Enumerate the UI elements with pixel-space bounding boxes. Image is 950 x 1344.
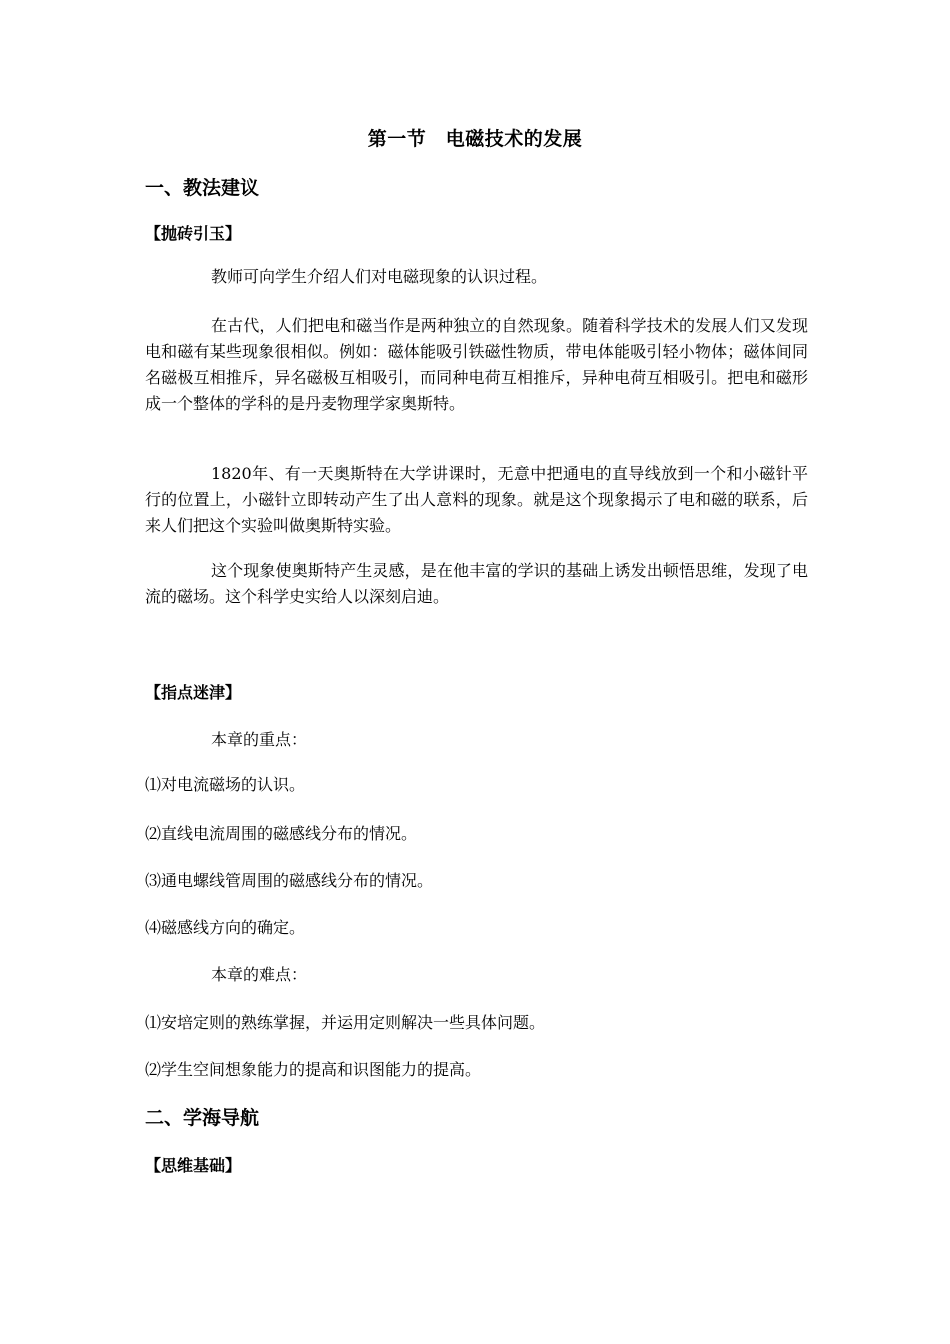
key-point-item: ⑴对电流磁场的认识。 — [145, 775, 306, 794]
difficulty-item: ⑵学生空间想象能力的提高和识图能力的提高。 — [145, 1060, 482, 1079]
subheading-guidance: 【指点迷津】 — [145, 683, 242, 702]
difficulty-item: ⑴安培定则的熟练掌握，并运用定则解决一些具体问题。 — [145, 1013, 546, 1032]
subheading-introduction: 【抛砖引玉】 — [145, 224, 242, 243]
paragraph-3: 1820年、有一天奥斯特在大学讲课时，无意中把通电的直导线放到一个和小磁针平行的位置上，小磁针立即转动产生了出人意料的现象。就是这个现象揭示了电和磁的联系，后来人们把这个实验叫做奥斯特实验。 — [145, 464, 808, 535]
section-heading-learning-navigation: 二、学海导航 — [145, 1107, 260, 1129]
difficulties-intro: 本章的难点： — [211, 965, 308, 984]
key-point-item: ⑷磁感线方向的确定。 — [145, 918, 306, 937]
paragraph-2: 在古代，人们把电和磁当作是两种独立的自然现象。随着科学技术的发展人们又发现电和磁有某些现象很相似。例如：磁体能吸引铁磁性物质，带电体能吸引轻小物体；磁体间同名磁极互相推斥，异名磁极互相吸引，而同种电荷互相推斥，异种电荷互相吸引。把电和磁形成一个整体的学科的是丹麦物理学家奥斯特。 — [145, 316, 808, 413]
page-title: 第一节 电磁技术的发展 — [367, 128, 583, 150]
key-points-intro: 本章的重点： — [211, 730, 308, 749]
section-heading-teaching-suggestions: 一、教法建议 — [145, 177, 260, 199]
key-point-item: ⑶通电螺线管周围的磁感线分布的情况。 — [145, 871, 434, 890]
subheading-thinking-basics: 【思维基础】 — [145, 1156, 242, 1175]
key-point-item: ⑵直线电流周围的磁感线分布的情况。 — [145, 824, 418, 843]
paragraph-4: 这个现象使奥斯特产生灵感，是在他丰富的学识的基础上诱发出顿悟思维，发现了电流的磁场。这个科学史实给人以深刻启迪。 — [145, 561, 808, 606]
paragraph-1: 教师可向学生介绍人们对电磁现象的认识过程。 — [211, 267, 548, 286]
